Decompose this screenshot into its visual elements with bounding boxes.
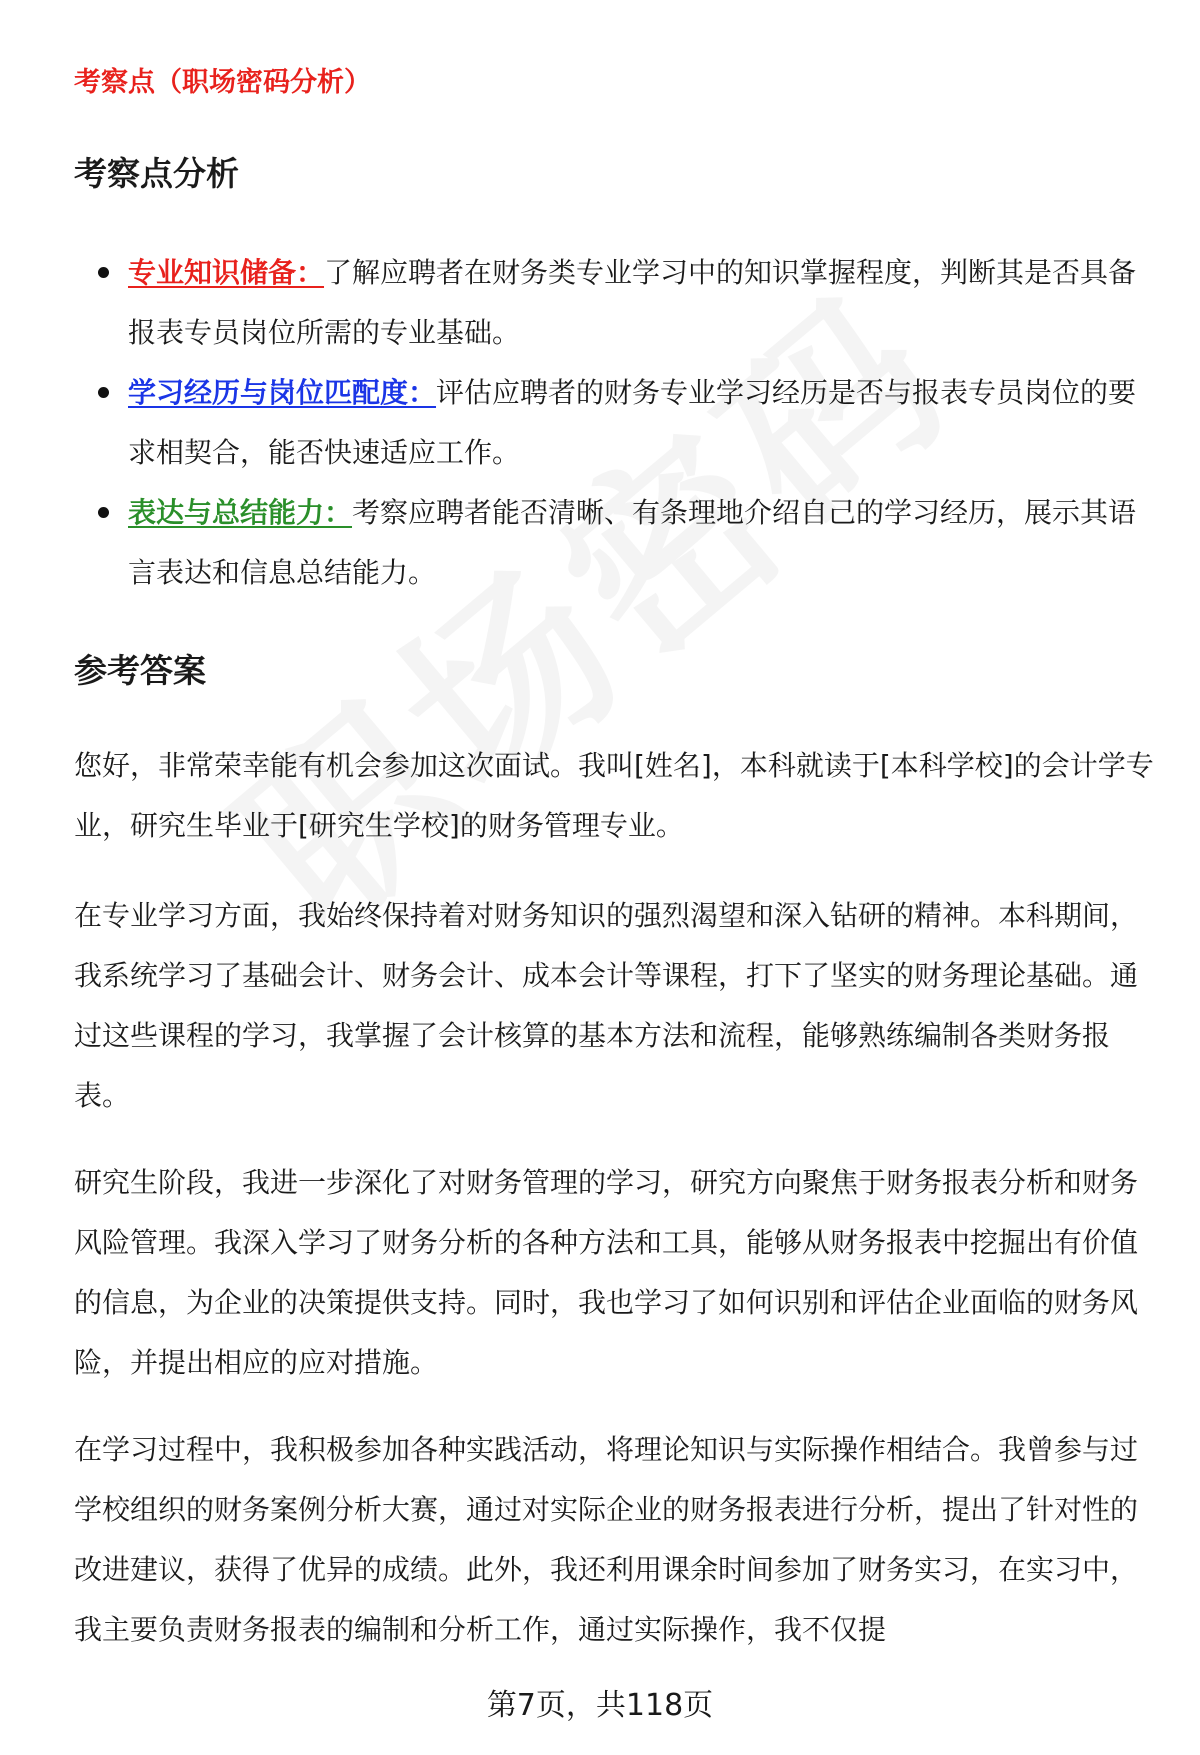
item-text: 考察应聘者能否清晰、有条理地介绍自己的学习经历，展示其语言表达和信息总结能力。 [128,496,1137,589]
list-item [74,483,1144,603]
answer-paragraph: 研究生阶段，我进一步深化了对财务管理的学习，研究方向聚焦于财务报表分析和财务风险管理。我深入学习了财务分析的各种方法和工具，能够从财务报表中挖掘出有价值的信息，为企业的决策提供支持。同时，我也学习了如何识别和评估企业面临的财务风险，并提出相应的应对措施。 [74,1166,1139,1379]
answer-paragraph: 您好，非常荣幸能有机会参加这次面试。我叫[姓名]，本科就读于[本科学校]的会计学专业，研究生毕业于[研究生学校]的财务管理专业。 [74,749,1154,842]
item-text: 评估应聘者的财务专业学习经历是否与报表专员岗位的要求相契合，能否快速适应工作。 [128,376,1137,469]
section-label: 考察点（职场密码分析） [74,67,371,98]
item-term: 专业知识储备： [128,256,325,289]
page-number: 第7页，共118页 [486,1688,714,1723]
item-text: 了解应聘者在财务类专业学习中的知识掌握程度，判断其是否具备报表专员岗位所需的专业基础。 [128,256,1137,349]
bullet-icon [98,387,109,398]
analysis-heading: 考察点分析 [74,154,239,193]
list-item [74,243,1144,363]
item-term: 学习经历与岗位匹配度： [128,376,437,409]
bullet-icon [98,507,109,518]
item-term: 表达与总结能力： [128,496,353,529]
answer-heading: 参考答案 [74,651,206,690]
answer-paragraph: 在学习过程中，我积极参加各种实践活动，将理论知识与实际操作相结合。我曾参与过学校组织的财务案例分析大赛，通过对实际企业的财务报表进行分析，提出了针对性的改进建议，获得了优异的成绩。此外，我还利用课余时间参加了财务实习，在实习中，我主要负责财务报表的编制和分析工作，通过实际操作，我不仅提 [74,1433,1139,1646]
list-item [74,363,1144,483]
analysis-list [74,243,1144,603]
bullet-icon [98,267,109,278]
answer-paragraph: 在专业学习方面，我始终保持着对财务知识的强烈渴望和深入钻研的精神。本科期间，我系统学习了基础会计、财务会计、成本会计等课程，打下了坚实的财务理论基础。通过这些课程的学习，我掌握了会计核算的基本方法和流程，能够熟练编制各类财务报表。 [74,899,1139,1112]
